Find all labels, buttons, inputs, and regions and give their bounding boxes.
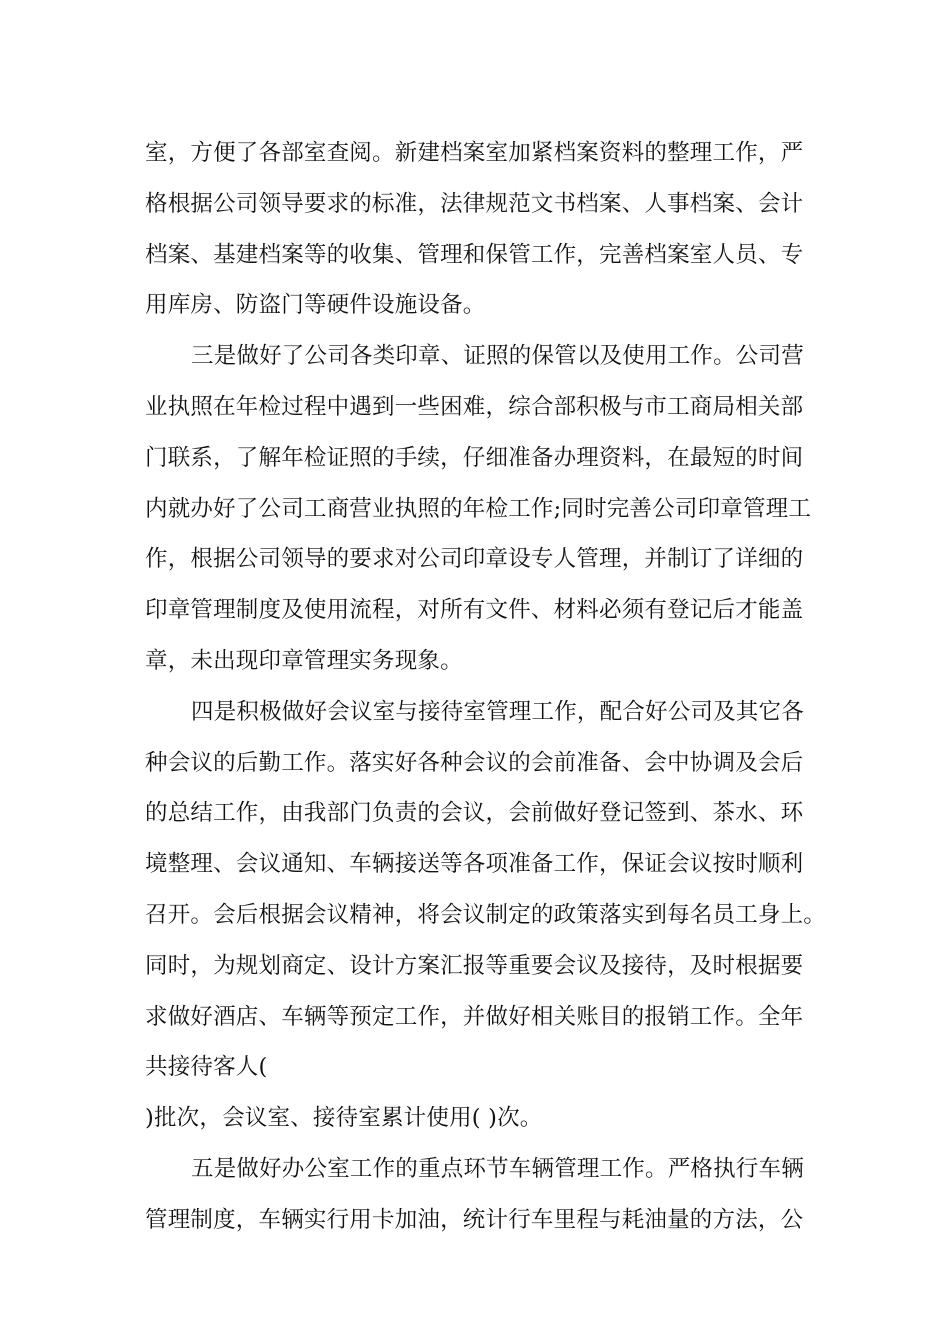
text-line: 作，根据公司领导的要求对公司印章设专人管理，并制订了详细的 xyxy=(145,546,804,573)
text-line: 内就办好了公司工商营业执照的年检工作;同时完善公司印章管理工 xyxy=(145,495,812,522)
text-line: 共接待客人( xyxy=(145,1054,268,1081)
text-line: 档案、基建档案等的收集、管理和保管工作，完善档案室人员、专 xyxy=(145,241,804,268)
text-line: 管理制度，车辆实行用卡加油，统计行车里程与耗油量的方法，公 xyxy=(145,1206,804,1233)
text-line: 三是做好了公司各类印章、证照的保管以及使用工作。公司营 xyxy=(191,343,804,370)
text-line: 召开。会后根据会议精神，将会议制定的政策落实到每名员工身上。 xyxy=(145,901,827,928)
text-line: )批次，会议室、接待室累计使用( )次。 xyxy=(145,1105,543,1132)
text-line: 种会议的后勤工作。落实好各种会议的会前准备、会中协调及会后 xyxy=(145,749,804,776)
text-line: 业执照在年检过程中遇到一些困难，综合部积极与市工商局相关部 xyxy=(145,393,804,420)
text-line: 格根据公司领导要求的标准，法律规范文书档案、人事档案、会计 xyxy=(145,190,804,217)
body-text xyxy=(145,128,825,1246)
text-line: 印章管理制度及使用流程，对所有文件、材料必须有登记后才能盖 xyxy=(145,597,804,624)
text-line: 同时，为规划商定、设计方案汇报等重要会议及接待，及时根据要 xyxy=(145,952,804,979)
text-line: 室，方便了各部室查阅。新建档案室加紧档案资料的整理工作，严 xyxy=(145,140,804,166)
text-line: 求做好酒店、车辆等预定工作，并做好相关账目的报销工作。全年 xyxy=(145,1003,804,1030)
text-line: 四是积极做好会议室与接待室管理工作，配合好公司及其它各 xyxy=(191,698,804,725)
text-line: 用库房、防盗门等硬件设施设备。 xyxy=(145,292,486,319)
text-line: 门联系，了解年检证照的手续，仔细准备办理资料，在最短的时间 xyxy=(145,444,804,471)
text-line: 章，未出现印章管理实务现象。 xyxy=(145,647,463,674)
text-line: 五是做好办公室工作的重点环节车辆管理工作。严格执行车辆 xyxy=(191,1155,804,1182)
text-line: 的总结工作，由我部门负责的会议，会前做好登记签到、茶水、环 xyxy=(145,800,804,827)
text-line: 境整理、会议通知、车辆接送等各项准备工作，保证会议按时顺利 xyxy=(145,851,804,878)
